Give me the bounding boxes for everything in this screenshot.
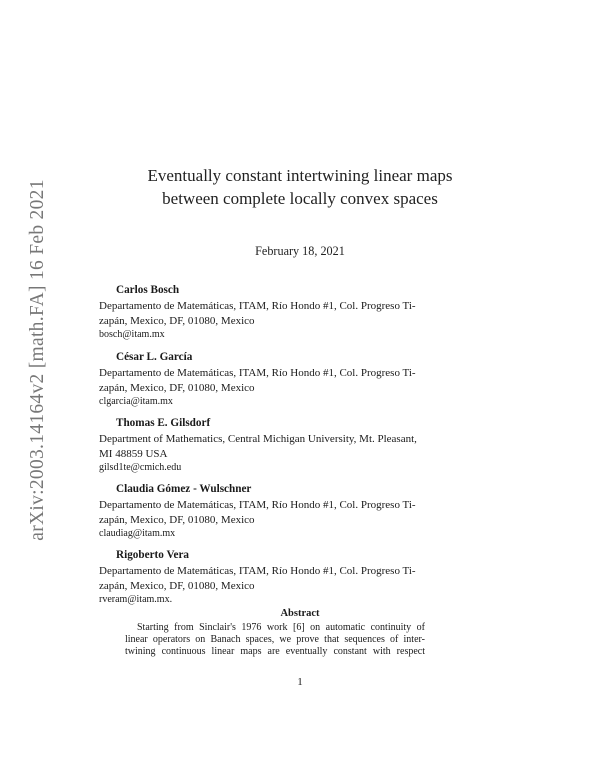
- author-email: rveram@itam.mx.: [99, 594, 173, 605]
- title-line-1: Eventually constant intertwining linear maps: [147, 166, 453, 185]
- author-block-vera: [99, 548, 451, 607]
- title-line-2: between complete locally convex spaces: [162, 189, 438, 208]
- abstract-body: [125, 622, 425, 659]
- author-email: clgarcia@itam.mx: [99, 396, 173, 407]
- author-email: claudiag@itam.mx: [99, 528, 176, 539]
- abstract-line-1: Starting from Sinclair's 1976 work [6] on automatic continuity of: [137, 622, 425, 633]
- author-affiliation-line-1: Departamento de Matemáticas, ITAM, Río Hondo #1, Col. Progreso Ti-: [99, 300, 416, 312]
- author-affiliation-line-2: zapán, Mexico, DF, 01080, Mexico: [99, 513, 255, 526]
- page-number: 1: [297, 676, 303, 688]
- author-block-gomez-wulschner: [99, 482, 451, 541]
- author-email: bosch@itam.mx: [99, 329, 165, 340]
- author-name: Thomas E. Gilsdorf: [116, 417, 211, 429]
- author-affiliation-line-1: Departamento de Matemáticas, ITAM, Río Hondo #1, Col. Progreso Ti-: [99, 367, 416, 379]
- paper-date: February 18, 2021: [255, 244, 345, 258]
- author-affiliation-line-1: Departamento de Matemáticas, ITAM, Río Hondo #1, Col. Progreso Ti-: [99, 499, 416, 511]
- author-affiliation-line-1: Departamento de Matemáticas, ITAM, Río Hondo #1, Col. Progreso Ti-: [99, 565, 416, 577]
- author-block-garcia: [99, 350, 451, 409]
- author-block-gilsdorf: [99, 416, 451, 475]
- abstract-line-2: linear operators on Banach spaces, we prove that sequences of inter-: [125, 634, 425, 646]
- author-block-bosch: [99, 283, 451, 342]
- abstract-heading: Abstract: [280, 608, 320, 619]
- paper-title: [80, 164, 520, 210]
- author-name: César L. García: [116, 351, 193, 363]
- author-name: Rigoberto Vera: [116, 549, 190, 561]
- author-email: gilsd1te@cmich.edu: [99, 462, 182, 473]
- author-affiliation-line-2: zapán, Mexico, DF, 01080, Mexico: [99, 314, 255, 327]
- author-name: Claudia Gómez - Wulschner: [116, 483, 252, 495]
- arxiv-identifier-stamp: arXiv:2003.14164v2 [math.FA] 16 Feb 2021: [27, 179, 48, 541]
- author-affiliation-line-2: MI 48859 USA: [99, 447, 168, 460]
- abstract-line-3: twining continuous linear maps are eventually constant with respect: [125, 646, 425, 658]
- author-affiliation-line-1: Department of Mathematics, Central Michigan University, Mt. Pleasant,: [99, 433, 417, 445]
- author-affiliation-line-2: zapán, Mexico, DF, 01080, Mexico: [99, 579, 255, 592]
- author-name: Carlos Bosch: [116, 284, 180, 296]
- author-affiliation-line-2: zapán, Mexico, DF, 01080, Mexico: [99, 381, 255, 394]
